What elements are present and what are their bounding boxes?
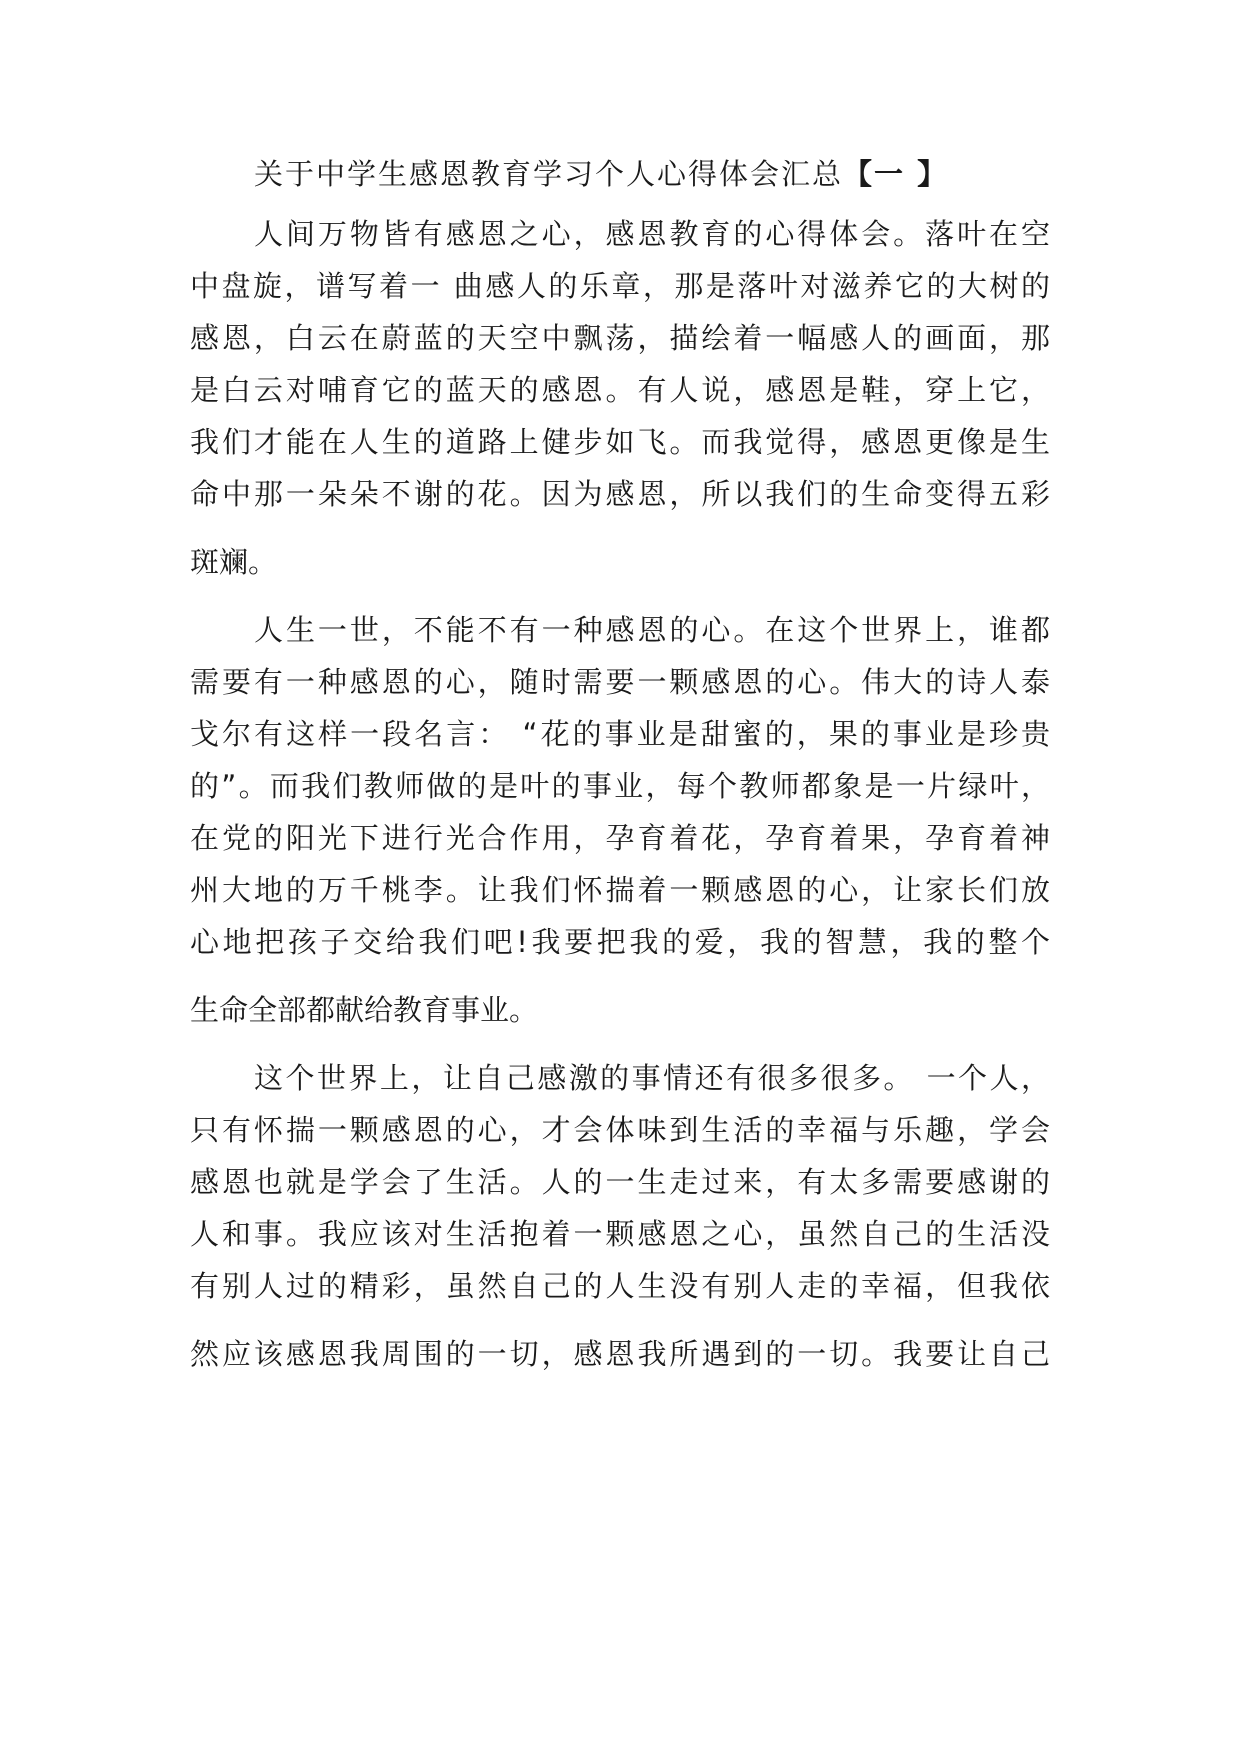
paragraph-2-line-7: 心地把孩子交给我们吧!我要把我的爱，我的智慧，我的整个 xyxy=(190,925,1050,959)
paragraph-1-line-6: 命中那一朵朵不谢的花。因为感恩，所以我们的生命变得五彩 xyxy=(190,477,1050,511)
paragraph-2-line-2: 需要有一种感恩的心，随时需要一颗感恩的心。伟大的诗人泰 xyxy=(190,665,1050,699)
paragraph-2-line-6: 州大地的万千桃李。让我们怀揣着一颗感恩的心，让家长们放 xyxy=(190,873,1050,907)
paragraph-1-line-2: 中盘旋，谱写着一 曲感人的乐章，那是落叶对滋养它的大树的 xyxy=(190,269,1050,303)
paragraph-1-line-1: 人间万物皆有感恩之心，感恩教育的心得体会。落叶在空 xyxy=(254,217,1050,251)
paragraph-2-line-5: 在党的阳光下进行光合作用，孕育着花，孕育着果，孕育着神 xyxy=(190,821,1050,855)
paragraph-3-line-2: 只有怀揣一颗感恩的心，才会体味到生活的幸福与乐趣，学会 xyxy=(190,1113,1050,1147)
paragraph-2-line-4: 的”。而我们教师做的是叶的事业，每个教师都象是一片绿叶， xyxy=(190,769,1050,803)
document-title xyxy=(254,154,948,194)
paragraph-3-line-6: 然应该感恩我周围的一切，感恩我所遇到的一切。我要让自己 xyxy=(190,1337,1050,1371)
paragraph-2-line-3: 戈尔有这样一段名言： “花的事业是甜蜜的，果的事业是珍贵 xyxy=(190,717,1050,751)
paragraph-1-line-7: 斑斓。 xyxy=(190,545,278,579)
paragraph-1-line-5: 我们才能在人生的道路上健步如飞。而我觉得，感恩更像是生 xyxy=(190,425,1050,459)
paragraph-1-line-3: 感恩，白云在蔚蓝的天空中飘荡，描绘着一幅感人的画面，那 xyxy=(190,321,1050,355)
paragraph-3-line-5: 有别人过的精彩，虽然自己的人生没有别人走的幸福，但我依 xyxy=(190,1269,1050,1303)
paragraph-2-line-8: 生命全部都献给教育事业。 xyxy=(190,993,539,1027)
title-text: 关于中学生感恩教育学习个人心得体会汇总 xyxy=(254,157,844,191)
paragraph-2-line-1: 人生一世，不能不有一种感恩的心。在这个世界上，谁都 xyxy=(254,613,1050,647)
paragraph-3-line-3: 感恩也就是学会了生活。人的一生走过来，有太多需要感谢的 xyxy=(190,1165,1050,1199)
title-number: 【一 】 xyxy=(843,157,949,191)
paragraph-3-line-4: 人和事。我应该对生活抱着一颗感恩之心，虽然自己的生活没 xyxy=(190,1217,1050,1251)
paragraph-1-line-4: 是白云对哺育它的蓝天的感恩。有人说，感恩是鞋，穿上它， xyxy=(190,373,1050,407)
paragraph-3-line-1: 这个世界上，让自己感激的事情还有很多很多。 一个人， xyxy=(254,1061,1050,1095)
